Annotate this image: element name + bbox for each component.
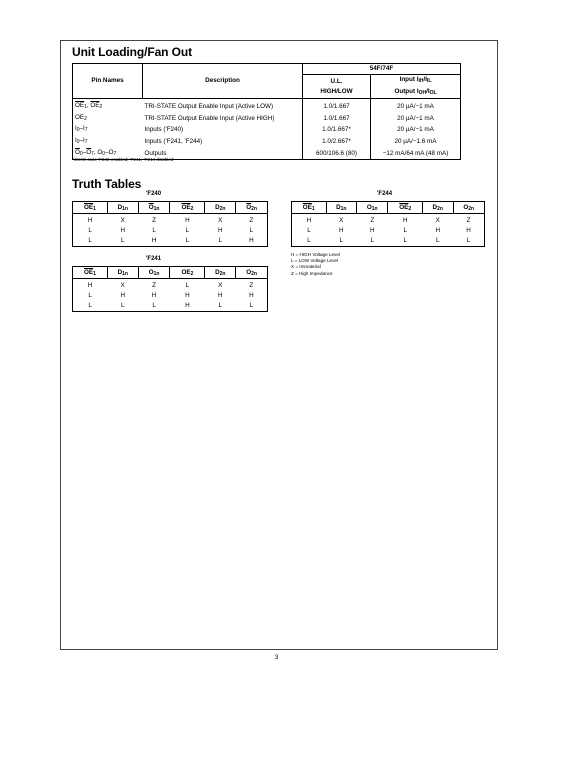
- f240-caption: 'F240: [146, 191, 162, 197]
- column-header: $D_{2n}$: [205, 202, 236, 214]
- legend-item: H = HIGH Voltage Level: [291, 252, 340, 257]
- table-cell: H: [306, 217, 312, 224]
- table-cell: H: [369, 227, 375, 234]
- table-row: [73, 301, 268, 312]
- table-cell: H: [249, 292, 254, 299]
- description-cell: Inputs ('F240): [144, 126, 184, 134]
- table-cell: L: [185, 227, 190, 234]
- ul-cell: 1.0/1.667: [303, 113, 371, 125]
- column-header: $D_{2n}$: [205, 267, 236, 279]
- table-cell: L: [88, 227, 92, 234]
- table-cell: L: [403, 237, 407, 244]
- table-cell: H: [217, 227, 223, 234]
- table-cell: X: [339, 217, 344, 224]
- pin-names-header: Pin Names: [73, 64, 143, 99]
- table-cell: L: [121, 302, 125, 309]
- table-cell: H: [435, 227, 441, 234]
- ul-cell: 1.0/1.667: [303, 99, 371, 113]
- table-cell: H: [120, 227, 126, 234]
- description-header: Description: [143, 64, 303, 99]
- column-header: $D_{1n}$: [107, 267, 138, 279]
- truth-tables-title: Truth Tables: [72, 177, 142, 191]
- table-row: [73, 291, 268, 301]
- pin-name-cell: $I_0-I_7$: [75, 136, 88, 145]
- table-cell: Z: [152, 217, 157, 224]
- table-row: [73, 279, 268, 292]
- column-header: $O_{1n}$: [357, 202, 388, 214]
- table-row: [73, 214, 268, 227]
- truth-table-f240: [72, 201, 268, 247]
- legend-item: Z = High Impedance: [291, 270, 333, 276]
- table-cell: Z: [152, 282, 157, 289]
- table-cell: H: [87, 282, 93, 289]
- unit-loading-footnote: *Worst-case 'F240 enabled; 'F241, 'F244 disabled: [72, 157, 174, 162]
- table-row: [73, 236, 268, 247]
- truth-table-legend: [291, 252, 340, 277]
- pin-name-cell: $OE_2$: [75, 113, 87, 122]
- pin-name-cell: $\overline{O}_0-\overline{O}_7$, $O_0-O_7$: [75, 148, 117, 157]
- table-cell: L: [249, 302, 254, 309]
- truth-table-f244: [291, 201, 485, 247]
- column-header: $O_{2n}$: [453, 202, 484, 214]
- table-cell: L: [185, 282, 190, 289]
- table-cell: L: [249, 227, 254, 234]
- io-cell: 20 µA/−1 mA: [371, 113, 461, 125]
- table-row: [73, 226, 268, 236]
- io-header: Input $I_{IH}/I_{IL}$ Output $I_{OH}/I_{OL}$: [371, 75, 461, 99]
- description-cell: TRI-STATE Output Enable Input (Active LOW): [144, 103, 274, 111]
- truth-table-f241: [72, 266, 268, 312]
- table-cell: L: [121, 237, 125, 244]
- table-cell: H: [120, 292, 126, 299]
- table-cell: L: [152, 302, 156, 309]
- table-cell: L: [466, 237, 471, 244]
- table-cell: H: [249, 237, 254, 244]
- unit-loading-table: [72, 63, 461, 160]
- ul-cell: 600/106.6 (80): [303, 148, 371, 160]
- table-cell: L: [152, 227, 156, 234]
- f241-caption: 'F241: [146, 256, 162, 262]
- table-cell: L: [307, 237, 311, 244]
- table-row: [73, 113, 461, 125]
- table-row: [73, 124, 461, 136]
- table-cell: L: [307, 227, 311, 234]
- io-cell: 20 µA/−1.6 mA: [371, 136, 461, 148]
- table-cell: H: [338, 227, 344, 234]
- table-cell: H: [151, 237, 157, 244]
- column-header: $\overline{O}_{2n}$: [236, 202, 268, 214]
- table-cell: L: [403, 227, 407, 234]
- column-header: $\overline{OE}_1$: [73, 202, 108, 214]
- column-header: $\overline{OE}_2$: [388, 202, 423, 214]
- column-header: $\overline{OE}_2$: [170, 202, 205, 214]
- table-row: [292, 236, 485, 247]
- io-cell: 20 µA/−1 mA: [371, 124, 461, 136]
- table-cell: L: [88, 237, 92, 244]
- column-header: $OE_2$: [170, 267, 205, 279]
- legend-item: L = LOW Voltage Level: [291, 258, 338, 264]
- ul-cell: 1.0/2.667*: [303, 136, 371, 148]
- table-cell: X: [120, 217, 125, 224]
- column-header: $D_{1n}$: [326, 202, 357, 214]
- table-cell: Z: [370, 217, 375, 224]
- io-cell: −12 mA/64 mA (48 mA): [371, 148, 461, 160]
- table-cell: Z: [466, 217, 471, 224]
- column-header: $\overline{OE}_1$: [292, 202, 327, 214]
- page-number: 3: [275, 655, 279, 661]
- table-cell: L: [218, 302, 223, 309]
- table-row: [73, 136, 461, 148]
- table-cell: H: [217, 292, 223, 299]
- table-cell: X: [218, 217, 223, 224]
- description-cell: Inputs ('F241, 'F244): [144, 137, 203, 145]
- table-cell: H: [87, 217, 93, 224]
- unit-loading-title: Unit Loading/Fan Out: [72, 45, 192, 59]
- legend-item: X = Immaterial: [291, 264, 321, 270]
- table-cell: H: [185, 292, 190, 299]
- column-header: $O_{1n}$: [138, 267, 170, 279]
- table-cell: X: [435, 217, 440, 224]
- pin-name-cell: $\overline{OE}_1$, $\overline{OE}_2$: [75, 102, 103, 111]
- column-header: $\overline{OE}_1$: [73, 267, 108, 279]
- table-cell: H: [185, 217, 190, 224]
- table-row: [73, 99, 461, 113]
- table-cell: H: [402, 217, 408, 224]
- description-cell: Outputs: [144, 149, 167, 157]
- description-cell: TRI-STATE Output Enable Input (Active HIGH): [144, 114, 275, 122]
- table-cell: L: [218, 237, 223, 244]
- family-header: 54F/74F: [303, 64, 461, 75]
- table-row: [292, 226, 485, 236]
- ul-header: U.L. HIGH/LOW: [303, 75, 371, 99]
- table-cell: H: [466, 227, 471, 234]
- column-header: $D_{2n}$: [422, 202, 453, 214]
- io-cell: 20 µA/−1 mA: [371, 99, 461, 113]
- table-cell: H: [151, 292, 157, 299]
- table-cell: L: [339, 237, 344, 244]
- table-cell: L: [88, 302, 92, 309]
- column-header: $D_{1n}$: [107, 202, 138, 214]
- table-cell: Z: [249, 217, 254, 224]
- ul-cell: 1.0/1.667*: [303, 124, 371, 136]
- table-cell: H: [185, 302, 190, 309]
- table-cell: Z: [249, 282, 254, 289]
- table-cell: L: [88, 292, 92, 299]
- table-cell: L: [435, 237, 440, 244]
- table-cell: X: [120, 282, 125, 289]
- table-cell: X: [218, 282, 223, 289]
- table-cell: L: [185, 237, 190, 244]
- table-cell: L: [370, 237, 375, 244]
- f244-caption: 'F244: [377, 191, 393, 197]
- table-row: [292, 214, 485, 227]
- column-header: $O_{2n}$: [236, 267, 268, 279]
- pin-name-cell: $I_0-I_7$: [75, 125, 88, 134]
- column-header: $\overline{O}_{1n}$: [138, 202, 170, 214]
